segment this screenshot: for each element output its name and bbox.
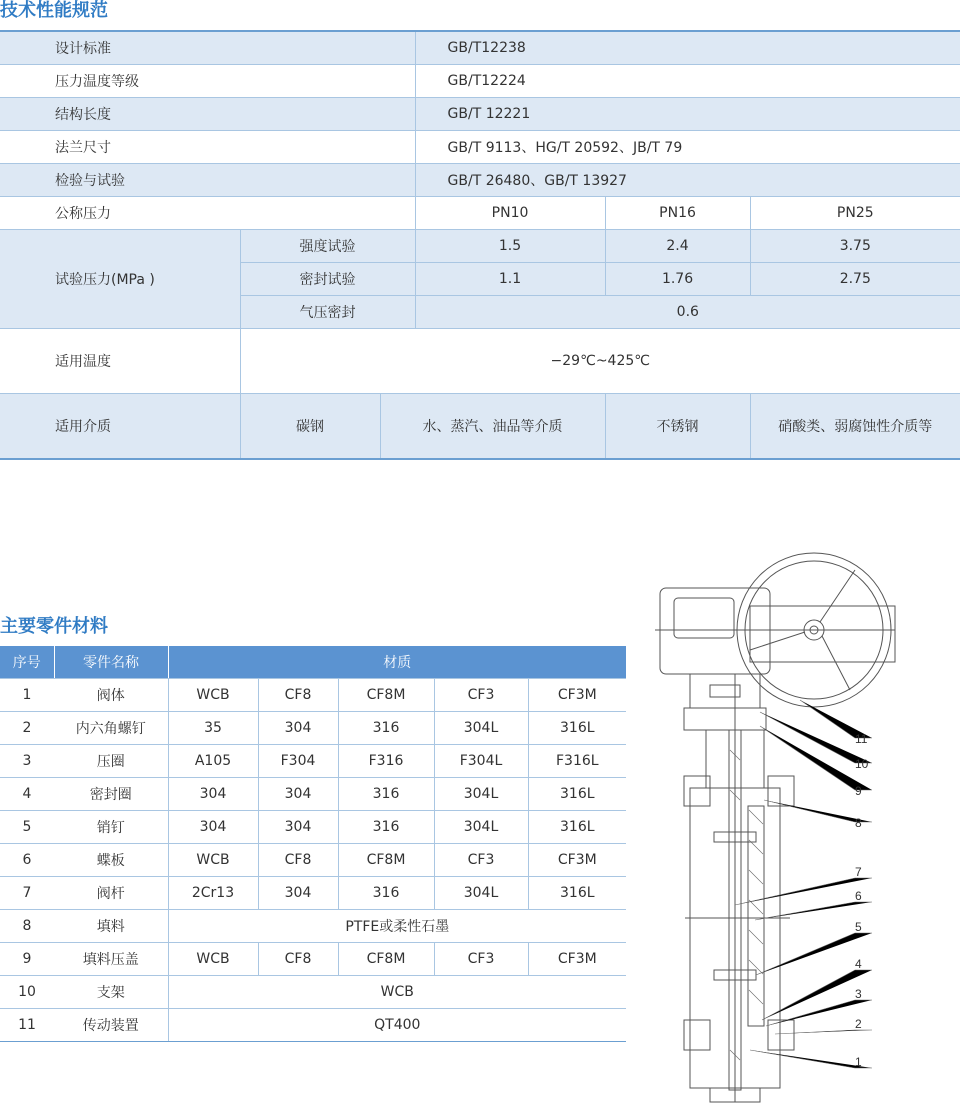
parts-row xyxy=(0,910,626,943)
part-no: 3 xyxy=(0,745,54,778)
callout-3: 3 xyxy=(855,987,862,1001)
callout-2: 2 xyxy=(855,1017,862,1031)
spec-row-inspection-test xyxy=(0,164,960,197)
part-material: QT400 xyxy=(168,1009,626,1042)
part-material: PTFE或柔性石墨 xyxy=(168,910,626,943)
part-material: 316L xyxy=(528,778,626,811)
part-material: F316 xyxy=(338,745,434,778)
spec-row-pressure-temp-rating xyxy=(0,65,960,98)
part-no: 1 xyxy=(0,679,54,712)
part-no: 11 xyxy=(0,1009,54,1042)
part-material: CF3 xyxy=(434,844,528,877)
part-name: 填料 xyxy=(54,910,168,943)
part-material: 304 xyxy=(258,712,338,745)
bracket-flange xyxy=(684,708,766,730)
part-material: 304 xyxy=(168,811,258,844)
part-name: 蝶板 xyxy=(54,844,168,877)
spec-row-face-to-face xyxy=(0,98,960,131)
part-material: 304L xyxy=(434,811,528,844)
part-material: CF8M xyxy=(338,679,434,712)
seal-value: 1.1 xyxy=(415,263,605,296)
part-no: 9 xyxy=(0,943,54,976)
spec-row-strength-test xyxy=(0,230,960,263)
part-material: CF3M xyxy=(528,844,626,877)
test-pressure-label: 试验压力(MPa ) xyxy=(0,230,240,329)
strength-value: 1.5 xyxy=(415,230,605,263)
air-seal-label: 气压密封 xyxy=(240,296,415,329)
part-material: 304L xyxy=(434,712,528,745)
part-no: 7 xyxy=(0,877,54,910)
part-name: 阀体 xyxy=(54,679,168,712)
flange-upper-right xyxy=(768,776,794,806)
leader-1 xyxy=(750,1050,872,1068)
part-material: WCB xyxy=(168,679,258,712)
seal-value: 2.75 xyxy=(750,263,960,296)
gearbox-cover xyxy=(674,598,734,638)
flange-lower-left xyxy=(684,1020,710,1050)
stainless-label: 不锈钢 xyxy=(605,394,750,460)
part-name: 内六角螺钉 xyxy=(54,712,168,745)
pn-value: PN25 xyxy=(750,197,960,230)
part-no: 5 xyxy=(0,811,54,844)
parts-row xyxy=(0,778,626,811)
air-seal-value: 0.6 xyxy=(415,296,960,329)
part-material: WCB xyxy=(168,943,258,976)
bracket xyxy=(690,674,760,708)
part-name: 压圈 xyxy=(54,745,168,778)
part-name: 密封圈 xyxy=(54,778,168,811)
part-material: 304 xyxy=(258,778,338,811)
part-no: 6 xyxy=(0,844,54,877)
part-material: 304 xyxy=(258,811,338,844)
spec-label: 设计标准 xyxy=(0,31,415,65)
part-material: F316L xyxy=(528,745,626,778)
spec-value: GB/T12224 xyxy=(415,65,960,98)
spec-label: 法兰尺寸 xyxy=(0,131,415,164)
leader-6 xyxy=(755,902,872,920)
strength-value: 2.4 xyxy=(605,230,750,263)
part-material: CF8 xyxy=(258,844,338,877)
parts-row xyxy=(0,943,626,976)
parts-row xyxy=(0,877,626,910)
part-name: 支架 xyxy=(54,976,168,1009)
parts-row xyxy=(0,811,626,844)
spec-label: 结构长度 xyxy=(0,98,415,131)
spec-row-nominal-pressure xyxy=(0,197,960,230)
temperature-value: −29℃~425℃ xyxy=(240,329,960,394)
part-material: 304 xyxy=(168,778,258,811)
spec-row-flange-dimensions xyxy=(0,131,960,164)
part-material: 35 xyxy=(168,712,258,745)
part-material: 304 xyxy=(258,877,338,910)
spec-row-temperature xyxy=(0,329,960,394)
part-name: 传动装置 xyxy=(54,1009,168,1042)
part-material: F304L xyxy=(434,745,528,778)
pn-value: PN16 xyxy=(605,197,750,230)
part-material: CF8M xyxy=(338,844,434,877)
part-material: CF8 xyxy=(258,943,338,976)
callout-10: 10 xyxy=(855,757,869,771)
part-material: 316 xyxy=(338,811,434,844)
part-material: WCB xyxy=(168,844,258,877)
callout-6: 6 xyxy=(855,889,862,903)
part-no: 10 xyxy=(0,976,54,1009)
part-material: F304 xyxy=(258,745,338,778)
spec-label: 压力温度等级 xyxy=(0,65,415,98)
stainless-medium: 硝酸类、弱腐蚀性介质等 xyxy=(750,394,960,460)
callout-9: 9 xyxy=(855,784,862,798)
strength-value: 3.75 xyxy=(750,230,960,263)
part-material: CF3M xyxy=(528,943,626,976)
seal-test-label: 密封试验 xyxy=(240,263,415,296)
parts-row xyxy=(0,712,626,745)
callout-11: 11 xyxy=(855,732,868,746)
spec-value: GB/T 26480、GB/T 13927 xyxy=(415,164,960,197)
part-no: 2 xyxy=(0,712,54,745)
valve-drawing xyxy=(650,550,960,1108)
pn-value: PN10 xyxy=(415,197,605,230)
part-material: WCB xyxy=(168,976,626,1009)
medium-label: 适用介质 xyxy=(0,394,240,460)
part-material: CF3M xyxy=(528,679,626,712)
part-material: 316L xyxy=(528,712,626,745)
carbon-steel-label: 碳钢 xyxy=(240,394,380,460)
parts-row xyxy=(0,1009,626,1042)
parts-row xyxy=(0,745,626,778)
leader-7 xyxy=(735,878,872,905)
parts-section-title: 主要零件材料 xyxy=(0,616,108,637)
spec-value: GB/T 12221 xyxy=(415,98,960,131)
parts-header-row xyxy=(0,646,626,679)
parts-row xyxy=(0,844,626,877)
part-material: 304L xyxy=(434,778,528,811)
callout-5: 5 xyxy=(855,920,862,934)
spec-table xyxy=(0,30,960,460)
temperature-label: 适用温度 xyxy=(0,329,240,394)
part-material: CF3 xyxy=(434,679,528,712)
callout-4: 4 xyxy=(855,957,862,971)
part-material: A105 xyxy=(168,745,258,778)
part-material: 316 xyxy=(338,712,434,745)
part-name: 销钉 xyxy=(54,811,168,844)
spec-value: GB/T 9113、HG/T 20592、JB/T 79 xyxy=(415,131,960,164)
header-material: 材质 xyxy=(168,646,626,679)
header-no: 序号 xyxy=(0,646,54,679)
part-no: 4 xyxy=(0,778,54,811)
spec-label: 检验与试验 xyxy=(0,164,415,197)
spec-label: 公称压力 xyxy=(0,197,415,230)
callout-7: 7 xyxy=(855,865,862,879)
part-material: 2Cr13 xyxy=(168,877,258,910)
callout-8: 8 xyxy=(855,816,862,830)
parts-row xyxy=(0,679,626,712)
spec-row-medium xyxy=(0,394,960,460)
seal-value: 1.76 xyxy=(605,263,750,296)
parts-table xyxy=(0,646,626,1042)
part-material: 316 xyxy=(338,778,434,811)
part-material: CF3 xyxy=(434,943,528,976)
parts-row xyxy=(0,976,626,1009)
part-name: 填料压盖 xyxy=(54,943,168,976)
part-name: 阀杆 xyxy=(54,877,168,910)
spec-value: GB/T12238 xyxy=(415,31,960,65)
header-part-name: 零件名称 xyxy=(54,646,168,679)
spec-section-title: 技术性能规范 xyxy=(0,0,108,21)
part-material: CF8 xyxy=(258,679,338,712)
part-material: 316L xyxy=(528,877,626,910)
part-material: CF8M xyxy=(338,943,434,976)
strength-test-label: 强度试验 xyxy=(240,230,415,263)
carbon-steel-medium: 水、蒸汽、油品等介质 xyxy=(380,394,605,460)
part-material: 316 xyxy=(338,877,434,910)
gearbox-body xyxy=(660,588,770,674)
spec-row-design-standard xyxy=(0,31,960,65)
gearbox-housing xyxy=(750,606,895,662)
part-material: 304L xyxy=(434,877,528,910)
part-material: 316L xyxy=(528,811,626,844)
part-no: 8 xyxy=(0,910,54,943)
callout-1: 1 xyxy=(855,1055,862,1069)
